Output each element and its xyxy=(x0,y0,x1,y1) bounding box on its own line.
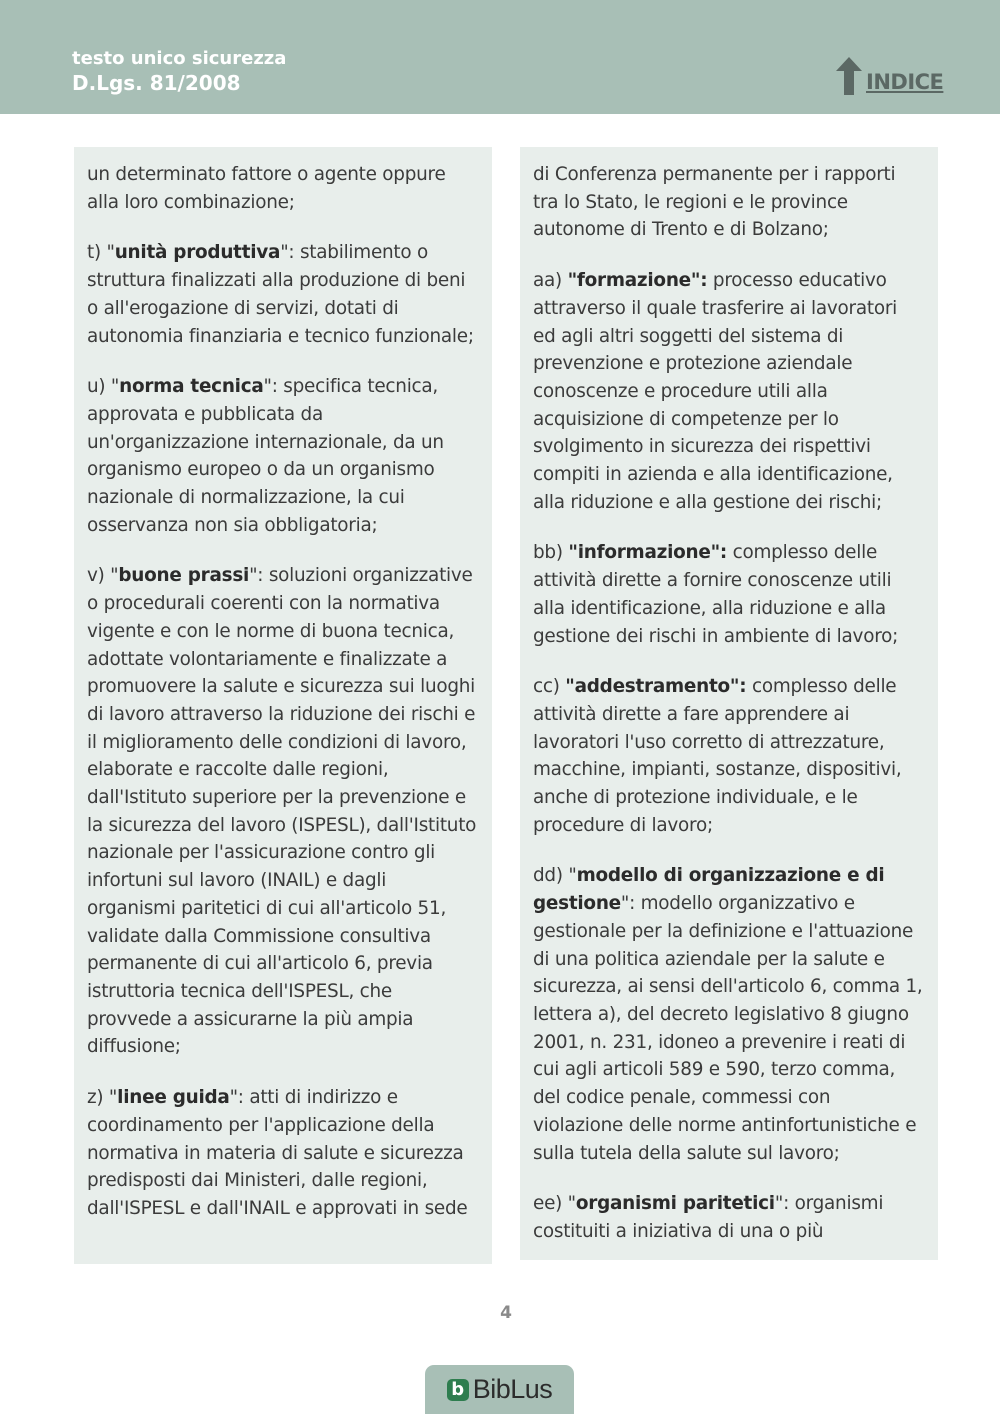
defined-term: "addestramento": xyxy=(565,676,747,698)
definition-paragraph: un determinato fattore o agente oppure alla loro combinazione; xyxy=(87,164,446,213)
indice-link[interactable] xyxy=(836,55,943,95)
defined-term: linee guida xyxy=(117,1087,230,1109)
definition-paragraph: z) "linee guida": atti di indirizzo e coordinamento per l'applicazione della normativa in materia di salute e sicurezza predisposti dai Ministeri, dalle regioni, dall'ISPESL e dall'INAIL e approvati in sede xyxy=(87,1087,468,1219)
page-number: 4 xyxy=(500,1303,512,1323)
definition-paragraph: dd) "modello di organizzazione e di gestione": modello organizzativo e gestionale per la definizione e l'attuazione di una politica aziendale per la salute e sicurezza, ai sensi dell'articolo 6, comma 1, lettera a), del decreto legislativo 8 giugno 2001, n. 231, idoneo a prevenire i reati di cui agli articoli 589 e 590, terzo comma, del codice penale, commessi con violazione delle norme antinfortunistiche e sulla tutela della salute sul lavoro; xyxy=(533,865,923,1164)
title-line-1: testo unico sicurezza xyxy=(72,48,287,69)
biblus-logo-text: BibLus xyxy=(472,1374,553,1404)
defined-term: "formazione": xyxy=(567,270,708,292)
defined-term: modello di organizzazione e di gestione xyxy=(533,865,885,915)
definition-paragraph: ee) "organismi paritetici": organismi costituiti a iniziativa di una o più xyxy=(533,1193,884,1242)
header-band xyxy=(0,0,1000,114)
definition-paragraph: di Conferenza permanente per i rapporti tra lo Stato, le regioni e le province autonome di Trento e di Bolzano; xyxy=(533,164,896,241)
defined-term: organismi paritetici xyxy=(575,1193,775,1215)
defined-term: norma tecnica xyxy=(119,376,264,398)
definition-paragraph: u) "norma tecnica": specifica tecnica, approvata e pubblicata da un'organizzazione internazionale, da un organismo europeo o da un organismo nazionale di normalizzazione, la cui osservanza non sia obbligatoria; xyxy=(87,376,444,536)
definition-paragraph: bb) "informazione": complesso delle attività dirette a fornire conoscenze utili alla identificazione, alla riduzione e alla gestione dei rischi in ambiente di lavoro; xyxy=(533,542,899,647)
definition-paragraph: aa) "formazione": processo educativo attraverso il quale trasferire ai lavoratori ed agli altri soggetti del sistema di prevenzione e protezione aziendale conoscenze e procedure utili alla acquisizione di competenze per lo svolgimento in sicurezza dei rispettivi compiti in azienda e alla identificazione, alla riduzione e alla gestione dei rischi; xyxy=(533,270,897,513)
arrow-up-icon xyxy=(836,57,862,95)
biblus-logo[interactable] xyxy=(425,1365,574,1414)
document-title xyxy=(72,46,286,96)
defined-term: unità produttiva xyxy=(114,242,281,264)
definition-paragraph: cc) "addestramento": complesso delle attività dirette a fare apprendere ai lavoratori l'uso corretto di attrezzature, macchine, impianti, sostanze, dispositivi, anche di protezione individuale, e le procedure di lavoro; xyxy=(533,676,902,836)
right-column xyxy=(520,147,938,1260)
definition-paragraph: v) "buone prassi": soluzioni organizzative o procedurali coerenti con la normativa vigente e con le norme di buona tecnica, adottate volontariamente e finalizzate a promuovere la salute e sicurezza sui luoghi di lavoro attraverso la riduzione dei rischi e il miglioramento delle condizioni di lavoro, elaborate e raccolte dalle regioni, dall'Istituto superiore per la prevenzione e la sicurezza del lavoro (ISPESL), dall'Istituto nazionale per l'assicurazione contro gli infortuni sul lavoro (INAIL) e dagli organismi paritetici di cui all'articolo 51, validate dalla Commissione consultiva permanente di cui all'articolo 6, previa istruttoria tecnica dell'ISPESL, che provvede a assicurarne la più ampia diffusione; xyxy=(87,565,477,1058)
indice-label[interactable]: INDICE xyxy=(866,70,944,94)
definition-paragraph: t) "unità produttiva": stabilimento o struttura finalizzati alla produzione di beni o all'erogazione di servizi, dotati di autonomia finanziaria e tecnico funzionale; xyxy=(87,242,474,347)
defined-term: "informazione": xyxy=(568,542,728,564)
left-column xyxy=(74,147,492,1264)
title-line-2: D.Lgs. 81/2008 xyxy=(72,71,241,95)
defined-term: buone prassi xyxy=(118,565,250,587)
biblus-logo-mark: b xyxy=(447,1379,469,1401)
